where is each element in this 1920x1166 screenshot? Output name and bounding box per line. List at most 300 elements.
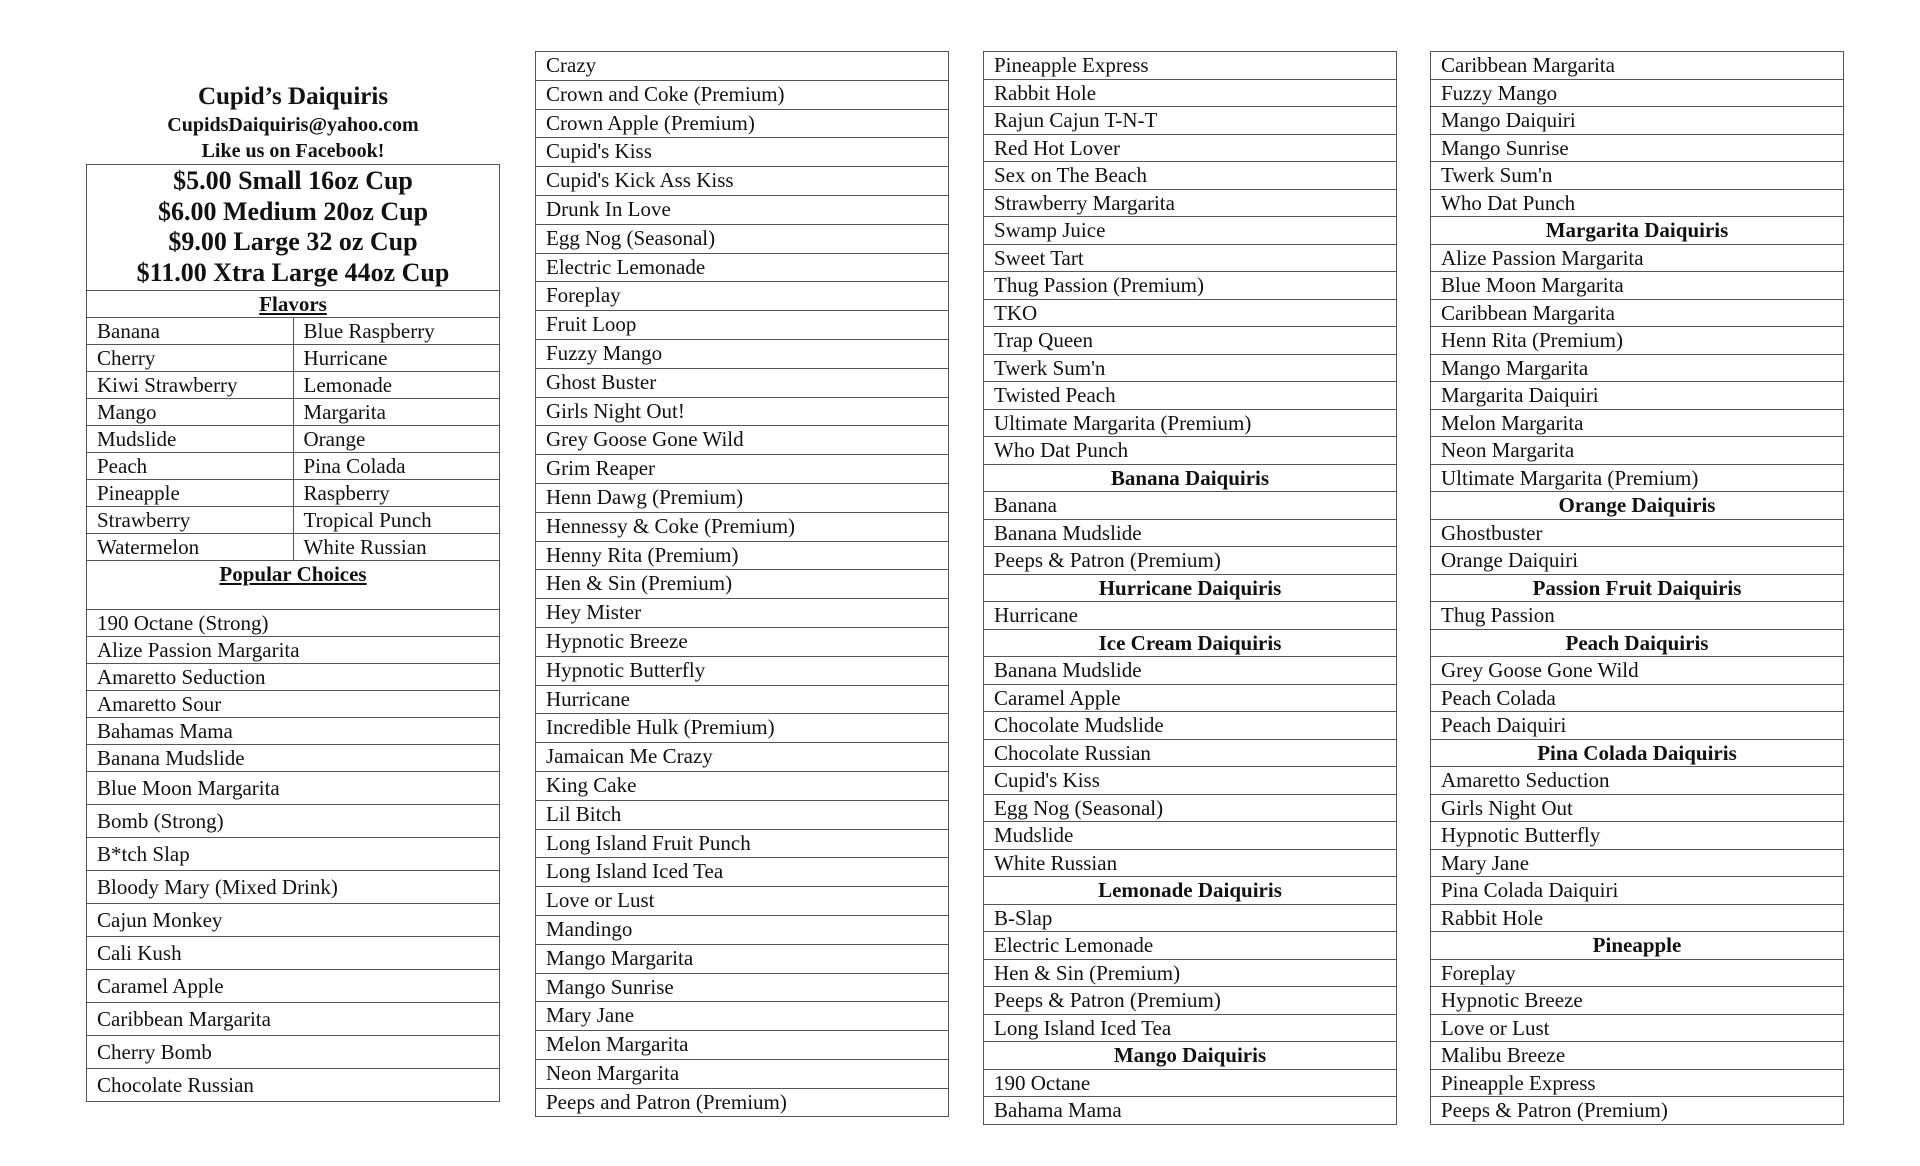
menu-item-row: [536, 282, 949, 311]
menu-item-row: [536, 1088, 949, 1117]
menu-item-row: [984, 409, 1397, 437]
menu-item-row: [1431, 244, 1844, 272]
popular-heading: Popular Choices: [87, 561, 500, 610]
section-heading-row: [984, 464, 1397, 492]
menu-item-row: [87, 838, 500, 871]
menu-item: Mango Margarita: [1431, 354, 1844, 382]
menu-item: Neon Margarita: [1431, 437, 1844, 465]
menu-item-row: [536, 397, 949, 426]
menu-item: Chocolate Russian: [984, 739, 1397, 767]
menu-item-row: [984, 217, 1397, 245]
menu-item-row: [1431, 52, 1844, 80]
menu-item: Peeps & Patron (Premium): [1431, 1097, 1844, 1125]
menu-item-row: [1431, 877, 1844, 905]
menu-item-row: [1431, 272, 1844, 300]
menu-item: Cali Kush: [87, 937, 500, 970]
menu-item: Who Dat Punch: [1431, 189, 1844, 217]
menu-item: Love or Lust: [536, 887, 949, 916]
flavor-item: Kiwi Strawberry: [87, 372, 294, 399]
flavor-item: Blue Raspberry: [293, 318, 500, 345]
menu-item: Caramel Apple: [87, 970, 500, 1003]
menu-item: Banana: [984, 492, 1397, 520]
flavor-row: [87, 507, 500, 534]
flavor-row: [87, 372, 500, 399]
price-row: [87, 165, 500, 291]
menu-item-row: [536, 714, 949, 743]
menu-item: Cupid's Kiss: [984, 767, 1397, 795]
menu-item-row: [984, 437, 1397, 465]
flavor-item: Orange: [293, 426, 500, 453]
menu-item-row: [1431, 904, 1844, 932]
menu-item-row: [984, 849, 1397, 877]
menu-item-row: [536, 973, 949, 1002]
menu-item: B-Slap: [984, 904, 1397, 932]
menu-item: Mandingo: [536, 915, 949, 944]
menu-item: Pineapple Express: [984, 52, 1397, 80]
menu-item: Amaretto Seduction: [87, 664, 500, 691]
price-small: $5.00 Small 16oz Cup: [173, 166, 413, 195]
flavor-item: Hurricane: [293, 345, 500, 372]
menu-item-row: [1431, 602, 1844, 630]
menu-item: Love or Lust: [1431, 1014, 1844, 1042]
menu-item: Cajun Monkey: [87, 904, 500, 937]
menu-item-row: [536, 915, 949, 944]
menu-item-row: [984, 272, 1397, 300]
menu-item: Hennessy & Coke (Premium): [536, 512, 949, 541]
menu-item: Incredible Hulk (Premium): [536, 714, 949, 743]
menu-item-row: [984, 79, 1397, 107]
menu-item-row: [984, 354, 1397, 382]
menu-item-row: [984, 1069, 1397, 1097]
menu-item-row: [87, 871, 500, 904]
menu-item-row: [1431, 1069, 1844, 1097]
menu-item: Chocolate Mudslide: [984, 712, 1397, 740]
flavor-item: Raspberry: [293, 480, 500, 507]
menu-item: Caramel Apple: [984, 684, 1397, 712]
menu-item-row: [536, 109, 949, 138]
menu-item: Alize Passion Margarita: [87, 637, 500, 664]
section-heading: Ice Cream Daiquiris: [984, 629, 1397, 657]
menu-item-row: [536, 1059, 949, 1088]
flavor-item: Mango: [87, 399, 294, 426]
menu-item-row: [984, 794, 1397, 822]
menu-item: Egg Nog (Seasonal): [984, 794, 1397, 822]
section-heading: Hurricane Daiquiris: [984, 574, 1397, 602]
menu-item-row: [536, 80, 949, 109]
menu-item-row: [87, 937, 500, 970]
menu-item: Caribbean Margarita: [87, 1003, 500, 1036]
menu-item: Twisted Peach: [984, 382, 1397, 410]
menu-item: Cupid's Kick Ass Kiss: [536, 167, 949, 196]
menu-item: Foreplay: [1431, 959, 1844, 987]
menu-item: Long Island Fruit Punch: [536, 829, 949, 858]
price-list: [87, 165, 500, 291]
menu-item-row: [536, 627, 949, 656]
flavor-item: Strawberry: [87, 507, 294, 534]
menu-item: Grey Goose Gone Wild: [536, 426, 949, 455]
menu-item-row: [1431, 464, 1844, 492]
menu-item-row: [87, 1036, 500, 1069]
menu-item: Peeps and Patron (Premium): [536, 1088, 949, 1117]
menu-item-row: [536, 339, 949, 368]
menu-item: 190 Octane: [984, 1069, 1397, 1097]
menu-item-row: [536, 1031, 949, 1060]
section-heading-row: [1431, 629, 1844, 657]
menu-item-row: [536, 167, 949, 196]
menu-item-row: [536, 195, 949, 224]
menu-item: Strawberry Margarita: [984, 189, 1397, 217]
section-heading: Orange Daiquiris: [1431, 492, 1844, 520]
menu-item-row: [536, 743, 949, 772]
flavor-row: [87, 318, 500, 345]
menu-item: Mango Sunrise: [536, 973, 949, 1002]
section-heading: Pina Colada Daiquiris: [1431, 739, 1844, 767]
menu-item: Swamp Juice: [984, 217, 1397, 245]
contact-email: CupidsDaiquiris@yahoo.com: [167, 114, 419, 136]
menu-item: Mary Jane: [1431, 849, 1844, 877]
flavor-item: Pina Colada: [293, 453, 500, 480]
menu-item: Drunk In Love: [536, 195, 949, 224]
flavors-heading-row: [87, 291, 500, 318]
menu-item-row: [536, 656, 949, 685]
menu-item: Crown and Coke (Premium): [536, 80, 949, 109]
section-heading: Peach Daiquiris: [1431, 629, 1844, 657]
menu-item-row: [984, 327, 1397, 355]
menu-item-row: [87, 664, 500, 691]
menu-item: Ghostbuster: [1431, 519, 1844, 547]
menu-item: Hurricane: [536, 685, 949, 714]
menu-item-row: [984, 492, 1397, 520]
menu-item-row: [984, 299, 1397, 327]
menu-item-row: [1431, 382, 1844, 410]
menu-item: Blue Moon Margarita: [87, 772, 500, 805]
menu-item: Peach Colada: [1431, 684, 1844, 712]
menu-item: Banana Mudslide: [984, 657, 1397, 685]
menu-item-row: [536, 311, 949, 340]
menu-item-row: [984, 244, 1397, 272]
menu-item: Malibu Breeze: [1431, 1042, 1844, 1070]
menu-item: Twerk Sum'n: [1431, 162, 1844, 190]
menu-item-row: [87, 904, 500, 937]
menu-item: Hypnotic Breeze: [1431, 987, 1844, 1015]
menu-item: Pina Colada Daiquiri: [1431, 877, 1844, 905]
section-heading-row: [1431, 739, 1844, 767]
flavor-row: [87, 453, 500, 480]
menu-item: Alize Passion Margarita: [1431, 244, 1844, 272]
menu-item: Electric Lemonade: [536, 253, 949, 282]
section-heading: Passion Fruit Daiquiris: [1431, 574, 1844, 602]
menu-item: Mango Margarita: [536, 944, 949, 973]
flavor-item: Pineapple: [87, 480, 294, 507]
menu-item: Long Island Iced Tea: [984, 1014, 1397, 1042]
menu-item-row: [1431, 657, 1844, 685]
menu-item: Hypnotic Butterfly: [1431, 822, 1844, 850]
menu-item: Mudslide: [984, 822, 1397, 850]
flavor-row: [87, 534, 500, 561]
flavor-row: [87, 480, 500, 507]
menu-table-1: [86, 164, 500, 1102]
menu-item-row: [984, 1014, 1397, 1042]
menu-item-row: [1431, 519, 1844, 547]
menu-item: Orange Daiquiri: [1431, 547, 1844, 575]
menu-item: Mango Daiquiri: [1431, 107, 1844, 135]
menu-item-row: [87, 610, 500, 637]
menu-item: Bomb (Strong): [87, 805, 500, 838]
menu-item-row: [536, 800, 949, 829]
menu-item: Amaretto Sour: [87, 691, 500, 718]
menu-item: Hurricane: [984, 602, 1397, 630]
menu-item-row: [984, 959, 1397, 987]
menu-item: Neon Margarita: [536, 1059, 949, 1088]
menu-item: Blue Moon Margarita: [1431, 272, 1844, 300]
menu-item: Egg Nog (Seasonal): [536, 224, 949, 253]
menu-item-row: [1431, 79, 1844, 107]
menu-item: Caribbean Margarita: [1431, 299, 1844, 327]
menu-item: Girls Night Out: [1431, 794, 1844, 822]
menu-item: Red Hot Lover: [984, 134, 1397, 162]
menu-item: Mary Jane: [536, 1002, 949, 1031]
menu-item: Twerk Sum'n: [984, 354, 1397, 382]
menu-item: Grim Reaper: [536, 455, 949, 484]
menu-item: Cherry Bomb: [87, 1036, 500, 1069]
section-heading: Pineapple: [1431, 932, 1844, 960]
menu-item: Mango Sunrise: [1431, 134, 1844, 162]
menu-item-row: [536, 138, 949, 167]
menu-item-row: [984, 519, 1397, 547]
menu-item-row: [1431, 959, 1844, 987]
menu-item: Fruit Loop: [536, 311, 949, 340]
menu-item: Banana Mudslide: [984, 519, 1397, 547]
menu-item-row: [1431, 1097, 1844, 1125]
menu-item-row: [984, 382, 1397, 410]
menu-item: Peach Daiquiri: [1431, 712, 1844, 740]
menu-item-row: [1431, 134, 1844, 162]
price-medium: $6.00 Medium 20oz Cup: [157, 196, 429, 226]
menu-item-row: [1431, 107, 1844, 135]
menu-item-row: [536, 52, 949, 81]
menu-item-row: [536, 858, 949, 887]
menu-item-row: [536, 570, 949, 599]
menu-item-row: [984, 767, 1397, 795]
section-heading: Banana Daiquiris: [984, 464, 1397, 492]
menu-item-row: [984, 189, 1397, 217]
menu-item-row: [1431, 327, 1844, 355]
menu-item: Fuzzy Mango: [536, 339, 949, 368]
flavor-row: [87, 399, 500, 426]
price-xtra-large: $11.00 Xtra Large 44oz Cup: [136, 257, 450, 287]
menu-item-row: [1431, 712, 1844, 740]
menu-item: Cupid's Kiss: [536, 138, 949, 167]
flavor-item: Peach: [87, 453, 294, 480]
menu-item: Rajun Cajun T-N-T: [984, 107, 1397, 135]
menu-table-4: [1430, 51, 1844, 1125]
menu-item-row: [1431, 684, 1844, 712]
menu-item-row: [984, 602, 1397, 630]
menu-item-row: [1431, 987, 1844, 1015]
menu-item-row: [984, 657, 1397, 685]
section-heading-row: [1431, 932, 1844, 960]
menu-item-row: [536, 685, 949, 714]
menu-item: 190 Octane (Strong): [87, 610, 500, 637]
menu-item: Lil Bitch: [536, 800, 949, 829]
menu-item: Henn Dawg (Premium): [536, 483, 949, 512]
menu-item: Hypnotic Butterfly: [536, 656, 949, 685]
menu-item-row: [536, 829, 949, 858]
menu-item: Sex on The Beach: [984, 162, 1397, 190]
menu-item: Chocolate Russian: [87, 1069, 500, 1102]
menu-item: Long Island Iced Tea: [536, 858, 949, 887]
menu-item-row: [1431, 437, 1844, 465]
menu-item-row: [1431, 1014, 1844, 1042]
menu-item: Electric Lemonade: [984, 932, 1397, 960]
flavor-item: Cherry: [87, 345, 294, 372]
menu-item-row: [984, 107, 1397, 135]
menu-item-row: [87, 1003, 500, 1036]
menu-item-row: [984, 987, 1397, 1015]
menu-item: Bahama Mama: [984, 1097, 1397, 1125]
menu-item-row: [536, 224, 949, 253]
menu-item-row: [984, 739, 1397, 767]
menu-item-row: [984, 712, 1397, 740]
column-3: [983, 51, 1397, 1125]
menu-item: Hen & Sin (Premium): [536, 570, 949, 599]
menu-item-row: [984, 932, 1397, 960]
menu-item-row: [87, 970, 500, 1003]
menu-header: [86, 82, 500, 164]
menu-item: Who Dat Punch: [984, 437, 1397, 465]
menu-item: Ghost Buster: [536, 368, 949, 397]
flavor-item: White Russian: [293, 534, 500, 561]
menu-item: Bloody Mary (Mixed Drink): [87, 871, 500, 904]
menu-item-row: [536, 426, 949, 455]
menu-item: Ultimate Margarita (Premium): [984, 409, 1397, 437]
menu-item: Thug Passion: [1431, 602, 1844, 630]
menu-item: TKO: [984, 299, 1397, 327]
menu-item-row: [1431, 822, 1844, 850]
menu-item: Margarita Daiquiri: [1431, 382, 1844, 410]
menu-item: Sweet Tart: [984, 244, 1397, 272]
menu-item: Rabbit Hole: [1431, 904, 1844, 932]
menu-item: Banana Mudslide: [87, 745, 500, 772]
menu-item-row: [984, 1097, 1397, 1125]
menu-item: Peeps & Patron (Premium): [984, 987, 1397, 1015]
menu-item-row: [984, 904, 1397, 932]
menu-item: Rabbit Hole: [984, 79, 1397, 107]
menu-item: Trap Queen: [984, 327, 1397, 355]
flavor-item: Banana: [87, 318, 294, 345]
flavor-item: Tropical Punch: [293, 507, 500, 534]
menu-item: Crown Apple (Premium): [536, 109, 949, 138]
section-heading-row: [984, 574, 1397, 602]
menu-table-3: [983, 51, 1397, 1125]
menu-item-row: [1431, 849, 1844, 877]
menu-item: Amaretto Seduction: [1431, 767, 1844, 795]
section-heading-row: [1431, 492, 1844, 520]
section-heading-row: [984, 877, 1397, 905]
menu-item-row: [1431, 1042, 1844, 1070]
section-heading-row: [1431, 217, 1844, 245]
menu-item-row: [1431, 299, 1844, 327]
menu-item-row: [536, 1002, 949, 1031]
menu-table-2: [535, 51, 949, 1117]
flavor-item: Margarita: [293, 399, 500, 426]
menu-item: Thug Passion (Premium): [984, 272, 1397, 300]
menu-item-row: [87, 772, 500, 805]
section-heading-row: [984, 1042, 1397, 1070]
column-2: [535, 51, 949, 1117]
section-heading-row: [1431, 574, 1844, 602]
price-large: $9.00 Large 32 oz Cup: [168, 227, 418, 256]
section-heading: Mango Daiquiris: [984, 1042, 1397, 1070]
flavor-item: Lemonade: [293, 372, 500, 399]
menu-item: Foreplay: [536, 282, 949, 311]
menu-item: Bahamas Mama: [87, 718, 500, 745]
menu-item-row: [536, 368, 949, 397]
menu-item-row: [984, 134, 1397, 162]
menu-item: Henn Rita (Premium): [1431, 327, 1844, 355]
facebook-note: Like us on Facebook!: [201, 140, 385, 162]
business-name: Cupid’s Daiquiris: [197, 83, 389, 110]
menu-item-row: [536, 541, 949, 570]
menu-item: Grey Goose Gone Wild: [1431, 657, 1844, 685]
menu-item-row: [536, 771, 949, 800]
menu-item: Fuzzy Mango: [1431, 79, 1844, 107]
menu-item-row: [87, 745, 500, 772]
menu-item: Peeps & Patron (Premium): [984, 547, 1397, 575]
menu-item-row: [1431, 189, 1844, 217]
menu-item-row: [536, 599, 949, 628]
menu-item-row: [1431, 162, 1844, 190]
menu-item-row: [536, 944, 949, 973]
menu-item: Caribbean Margarita: [1431, 52, 1844, 80]
menu-item-row: [536, 483, 949, 512]
flavors-heading: Flavors: [87, 291, 500, 318]
flavor-item: Mudslide: [87, 426, 294, 453]
menu-item-row: [87, 1069, 500, 1102]
flavor-row: [87, 426, 500, 453]
menu-item-row: [536, 455, 949, 484]
menu-item-row: [984, 822, 1397, 850]
section-heading: Lemonade Daiquiris: [984, 877, 1397, 905]
column-4: [1430, 51, 1844, 1125]
menu-item: Hypnotic Breeze: [536, 627, 949, 656]
menu-item: Hen & Sin (Premium): [984, 959, 1397, 987]
menu-item-row: [984, 684, 1397, 712]
menu-item-row: [984, 52, 1397, 80]
flavor-row: [87, 345, 500, 372]
menu-item-row: [536, 253, 949, 282]
column-1: [86, 82, 500, 1102]
menu-item-row: [1431, 409, 1844, 437]
menu-item-row: [536, 887, 949, 916]
menu-item-row: [984, 547, 1397, 575]
menu-item-row: [87, 637, 500, 664]
menu-item-row: [1431, 354, 1844, 382]
menu-item-row: [87, 805, 500, 838]
menu-item: Jamaican Me Crazy: [536, 743, 949, 772]
menu-item: Girls Night Out!: [536, 397, 949, 426]
menu-item-row: [536, 512, 949, 541]
menu-item: King Cake: [536, 771, 949, 800]
flavor-item: Watermelon: [87, 534, 294, 561]
menu-item: Melon Margarita: [536, 1031, 949, 1060]
menu-item-row: [984, 162, 1397, 190]
menu-item-row: [1431, 794, 1844, 822]
menu-item: Hey Mister: [536, 599, 949, 628]
menu-item-row: [87, 691, 500, 718]
menu-item: White Russian: [984, 849, 1397, 877]
menu-item: Melon Margarita: [1431, 409, 1844, 437]
